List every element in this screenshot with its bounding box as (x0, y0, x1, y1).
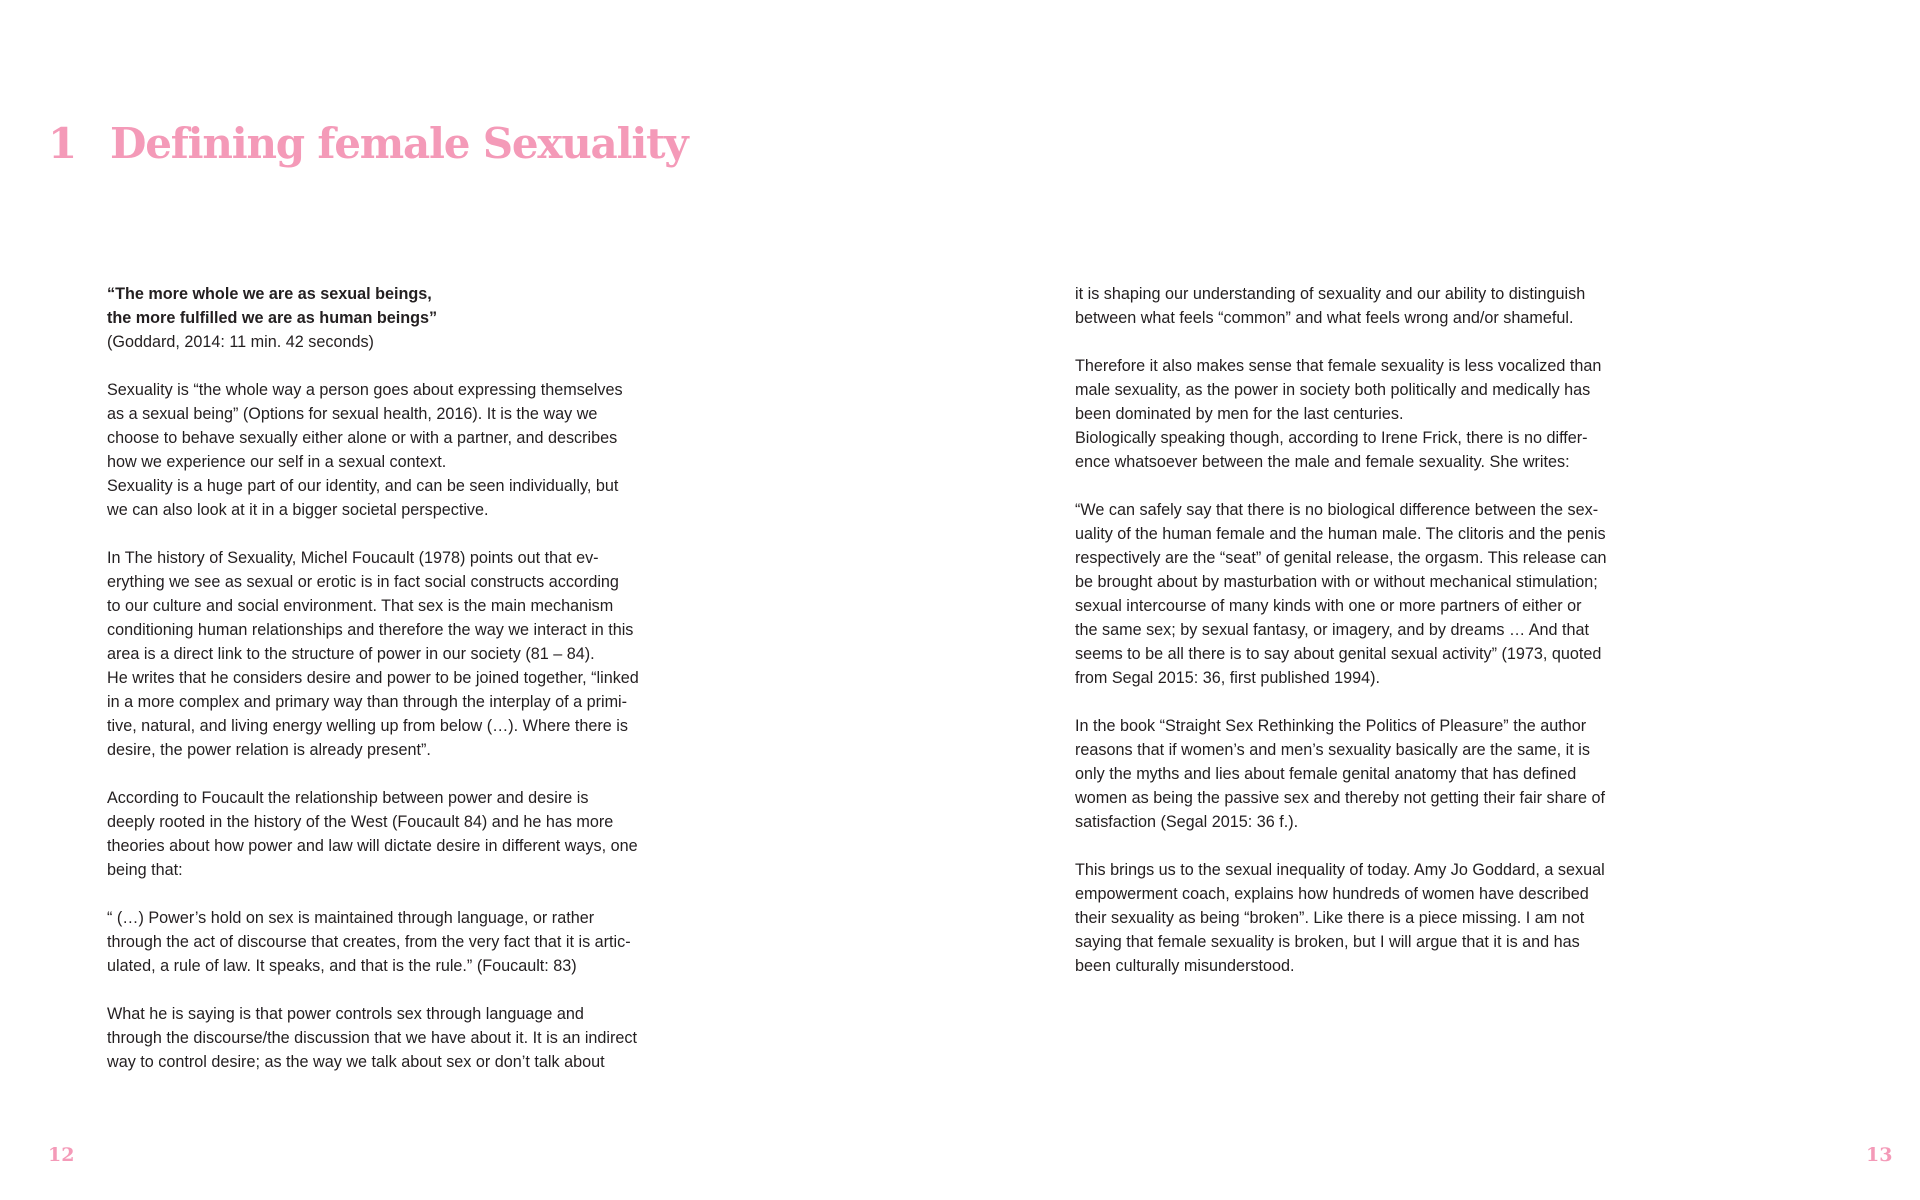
right-page-column (1075, 282, 1675, 978)
text-line: conditioning human relationships and therefore the way we interact in this (107, 621, 634, 639)
epigraph-line: the more fulfilled we are as human beings” (107, 309, 438, 327)
epigraph-citation: (Goddard, 2014: 11 min. 42 seconds) (107, 333, 374, 351)
paragraph (1075, 714, 1675, 834)
text-line: “We can safely say that there is no biological difference between the sex- (1075, 501, 1599, 519)
text-line: it is shaping our understanding of sexuality and our ability to distinguish (1075, 285, 1586, 303)
text-line: between what feels “common” and what feels wrong and/or shameful. (1075, 309, 1574, 327)
paragraph (1075, 858, 1675, 978)
text-line: way to control desire; as the way we talk about sex or don’t talk about (107, 1053, 605, 1071)
text-line: ence whatsoever between the male and female sexuality. She writes: (1075, 453, 1570, 471)
text-line: Sexuality is “the whole way a person goes about expressing themselves (107, 381, 623, 399)
chapter-number: 1 (48, 119, 77, 168)
text-line: satisfaction (Segal 2015: 36 f.). (1075, 813, 1299, 831)
text-line: from Segal 2015: 36, first published 1994). (1075, 669, 1381, 687)
text-line: to our culture and social environment. That sex is the main mechanism (107, 597, 614, 615)
paragraph (107, 546, 707, 762)
text-line: their sexuality as being “broken”. Like there is a piece missing. I am not (1075, 909, 1585, 927)
text-line: as a sexual being” (Options for sexual health, 2016). It is the way we (107, 405, 598, 423)
paragraph (107, 378, 707, 522)
text-line: theories about how power and law will dictate desire in different ways, one (107, 837, 638, 855)
text-line: only the myths and lies about female genital anatomy that has defined (1075, 765, 1577, 783)
text-line: Biologically speaking though, according to Irene Frick, there is no differ- (1075, 429, 1588, 447)
page-number-right: 13 (1866, 1144, 1893, 1166)
text-line: been dominated by men for the last centuries. (1075, 405, 1404, 423)
text-line: sexual intercourse of many kinds with one or more partners of either or (1075, 597, 1582, 615)
page-number-left: 12 (48, 1144, 75, 1166)
text-line: male sexuality, as the power in society both politically and medically has (1075, 381, 1591, 399)
text-line: “ (…) Power’s hold on sex is maintained through language, or rather (107, 909, 595, 927)
text-line: respectively are the “seat” of genital release, the orgasm. This release can (1075, 549, 1607, 567)
paragraph (107, 1002, 707, 1074)
paragraph (107, 786, 707, 882)
text-line: been culturally misunderstood. (1075, 957, 1295, 975)
text-line: Sexuality is a huge part of our identity, and can be seen individually, but (107, 477, 619, 495)
text-line: He writes that he considers desire and power to be joined together, “linked (107, 669, 639, 687)
text-line: choose to behave sexually either alone or with a partner, and describes (107, 429, 618, 447)
text-line: In the book “Straight Sex Rethinking the Politics of Pleasure” the author (1075, 717, 1587, 735)
text-line: uality of the human female and the human male. The clitoris and the penis (1075, 525, 1606, 543)
text-line: area is a direct link to the structure of power in our society (81 – 84). (107, 645, 595, 663)
text-line: What he is saying is that power controls sex through language and (107, 1005, 584, 1023)
text-line: through the act of discourse that creates, from the very fact that it is artic- (107, 933, 631, 951)
text-line: saying that female sexuality is broken, but I will argue that it is and has (1075, 933, 1580, 951)
text-line: tive, natural, and living energy welling up from below (…). Where there is (107, 717, 628, 735)
text-line: erything we see as sexual or erotic is in fact social constructs according (107, 573, 619, 591)
text-line: women as being the passive sex and thereby not getting their fair share of (1075, 789, 1606, 807)
text-line: deeply rooted in the history of the West (Foucault 84) and he has more (107, 813, 614, 831)
text-line: empowerment coach, explains how hundreds of women have described (1075, 885, 1589, 903)
text-line: ulated, a rule of law. It speaks, and that is the rule.” (Foucault: 83) (107, 957, 577, 975)
chapter-heading (48, 116, 687, 172)
text-line: we can also look at it in a bigger societal perspective. (107, 501, 489, 519)
paragraph (1075, 282, 1675, 330)
epigraph (107, 282, 707, 354)
text-line: desire, the power relation is already present”. (107, 741, 431, 759)
text-line: reasons that if women’s and men’s sexuality basically are the same, it is (1075, 741, 1590, 759)
text-line: how we experience our self in a sexual context. (107, 453, 447, 471)
left-page-column (107, 282, 707, 1074)
text-line: being that: (107, 861, 183, 879)
text-line: This brings us to the sexual inequality of today. Amy Jo Goddard, a sexual (1075, 861, 1605, 879)
paragraph (1075, 354, 1675, 474)
text-line: In The history of Sexuality, Michel Foucault (1978) points out that ev- (107, 549, 599, 567)
text-line: According to Foucault the relationship between power and desire is (107, 789, 589, 807)
text-line: seems to be all there is to say about genital sexual activity” (1973, quoted (1075, 645, 1602, 663)
text-line: the same sex; by sexual fantasy, or imagery, and by dreams … And that (1075, 621, 1590, 639)
text-line: in a more complex and primary way than through the interplay of a primi- (107, 693, 628, 711)
block-quote (107, 906, 707, 978)
text-line: Therefore it also makes sense that female sexuality is less vocalized than (1075, 357, 1602, 375)
block-quote (1075, 498, 1675, 690)
text-line: be brought about by masturbation with or without mechanical stimulation; (1075, 573, 1598, 591)
epigraph-line: “The more whole we are as sexual beings, (107, 285, 432, 303)
text-line: through the discourse/the discussion that we have about it. It is an indirect (107, 1029, 637, 1047)
chapter-title: Defining female Sexuality (110, 119, 688, 168)
